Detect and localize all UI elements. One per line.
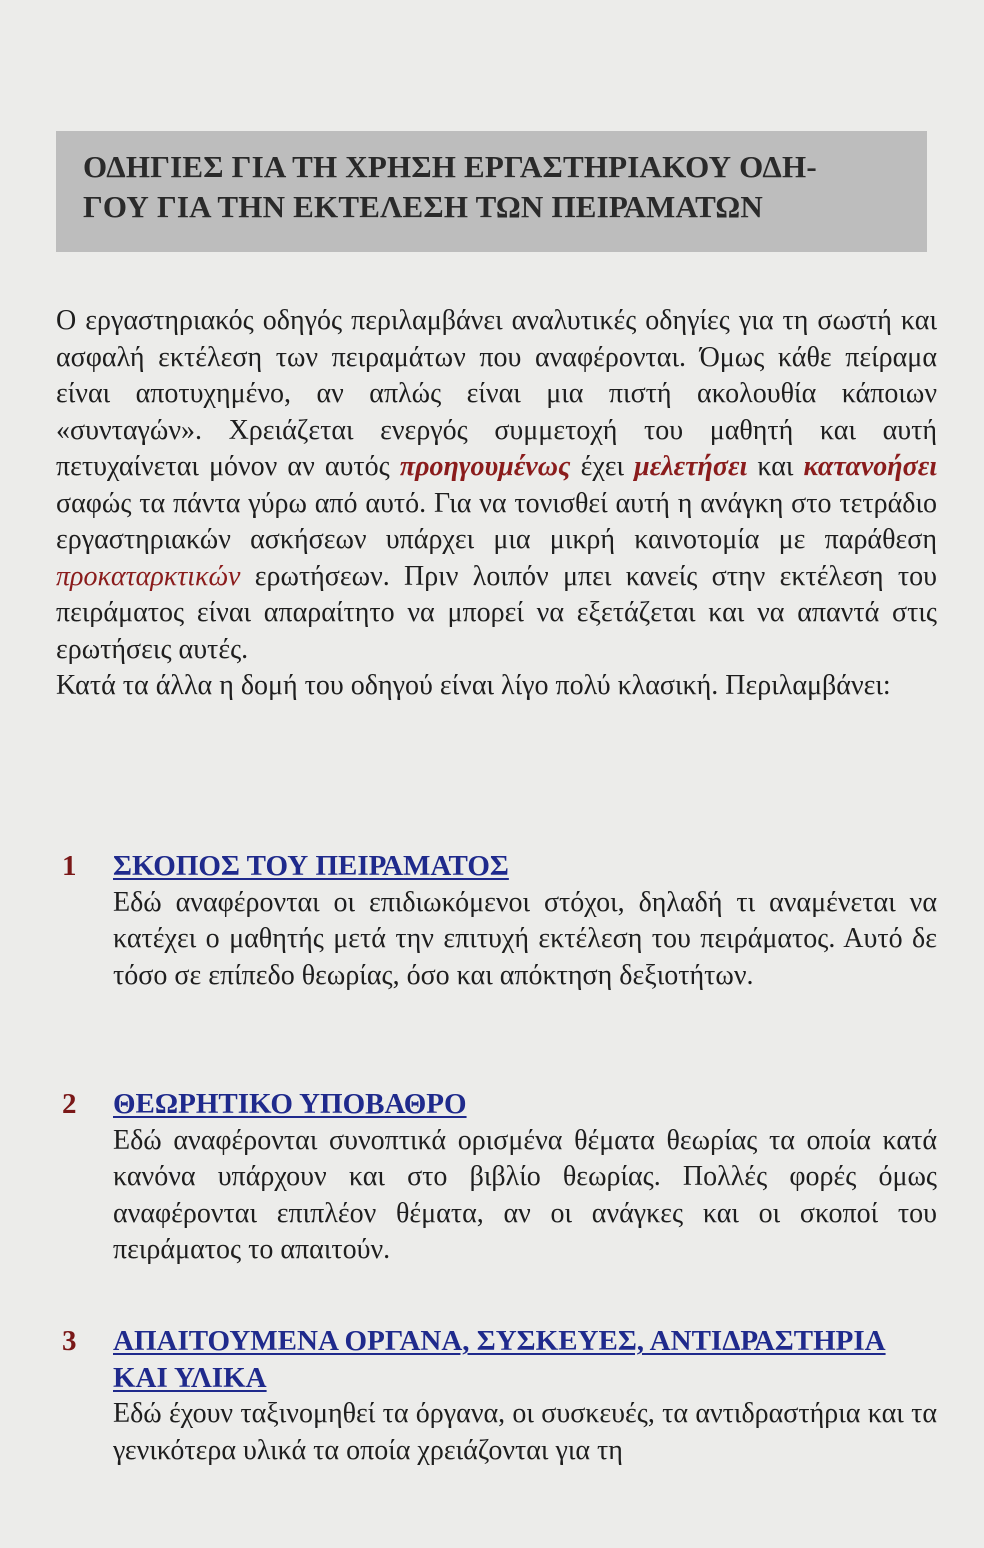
section-heading bbox=[56, 848, 937, 885]
heading-box bbox=[56, 131, 927, 252]
section-number: 1 bbox=[62, 850, 77, 882]
section-title: ΣΚΟΠΟΣ ΤΟΥ ΠΕΙΡΑΜΑΤΟΣ bbox=[113, 850, 509, 882]
section-theory bbox=[56, 1086, 937, 1269]
section-body: Εδώ αναφέρονται συνοπτικά ορισμένα θέματα θεωρίας τα οποία κατά κανόνα υπάρχουν και στο βιβλίο θεωρίας. Πολλές φορές όμως αναφέρονται επιπλέον θέματα, αν οι ανάγκες και οι σκοποί του πειράματος το απαιτούν. bbox=[113, 1124, 937, 1265]
emphasis-studied: μελετήσει bbox=[634, 451, 748, 482]
section-number: 3 bbox=[62, 1325, 77, 1357]
section-body: Εδώ έχουν ταξινομηθεί τα όργανα, οι συσκευές, τα αντιδραστήρια και τα γενικότερα υλικά τα οποία χρειάζονται για τη bbox=[113, 1398, 937, 1466]
section-title: ΘΕΩΡΗΤΙΚΟ ΥΠΟΒΑΘΡΟ bbox=[113, 1088, 467, 1120]
page-title-line-1: ΟΔΗΓΙΕΣ ΓΙΑ ΤΗ ΧΡΗΣΗ ΕΡΓΑΣΤΗΡΙΑΚΟΥ ΟΔΗ- bbox=[83, 149, 817, 184]
section-materials bbox=[56, 1323, 937, 1469]
intro-paragraph bbox=[56, 303, 937, 668]
section-heading bbox=[56, 1323, 937, 1396]
intro-text-part: έχει bbox=[580, 451, 625, 482]
intro-text-part: σαφώς τα πάντα γύρω από αυτό. Για να τονισθεί αυτή η ανάγκη στο τετράδιο εργαστηριακών ασκήσεων υπάρχει μια μικρή καινοτομία με παράθεση bbox=[56, 487, 937, 555]
section-purpose bbox=[56, 848, 937, 994]
page-title-line-2: ΓΟΥ ΓΙΑ ΤΗΝ ΕΚΤΕΛΕΣΗ ΤΩΝ ΠΕΙΡΑΜΑΤΩΝ bbox=[83, 189, 764, 224]
intro-text bbox=[56, 303, 937, 705]
section-title: ΑΠΑΙΤΟΥΜΕΝΑ ΟΡΓΑΝΑ, ΣΥΣΚΕΥΕΣ, ΑΝΤΙΔΡΑΣΤΗΡΙΑ ΚΑΙ ΥΛΙΚΑ bbox=[113, 1325, 886, 1394]
section-body: Εδώ αναφέρονται οι επιδιωκόμενοι στόχοι, δηλαδή τι αναμένεται να κατέχει ο μαθητής μετά την επιτυχή εκτέλεση του πειράματος. Αυτό δε τόσο σε επίπεδο θεωρίας, όσο και απόκτηση δεξιοτήτων. bbox=[113, 886, 937, 991]
intro-paragraph-2: Κατά τα άλλα η δομή του οδηγού είναι λίγο πολύ κλασική. Περιλαμβάνει: bbox=[56, 670, 891, 701]
emphasis-previously: προηγουμένως bbox=[399, 451, 571, 482]
emphasis-understood: κατανοήσει bbox=[803, 451, 937, 482]
intro-text-part: και bbox=[757, 451, 794, 482]
section-heading bbox=[56, 1086, 937, 1123]
emphasis-preliminary: προκαταρκτικών bbox=[56, 560, 241, 592]
page-title bbox=[83, 147, 927, 227]
intro-text-part: Ο εργαστηριακός οδηγός περιλαμβάνει αναλυτικές οδηγίες για τη σωστή και ασφαλή εκτέλεση των πειραμάτων που αναφέρονται. Όμως κάθε πείραμα είναι αποτυχημένο, αν απλώς είναι μια πιστή ακολουθία κάποιων «συνταγών». Χρειάζεται ενεργός συμμετοχή του μαθητή και αυτή πετυχαίνεται μόνον αν αυτός bbox=[56, 305, 937, 482]
intro-text-part: ερωτήσεων. Πριν λοιπόν μπει κανείς στην εκτέλεση του πειράματος είναι απαραίτητο να μπορεί να εξετάζεται και να απαντά στις ερωτήσεις αυτές. bbox=[56, 560, 938, 665]
section-number: 2 bbox=[62, 1088, 77, 1120]
